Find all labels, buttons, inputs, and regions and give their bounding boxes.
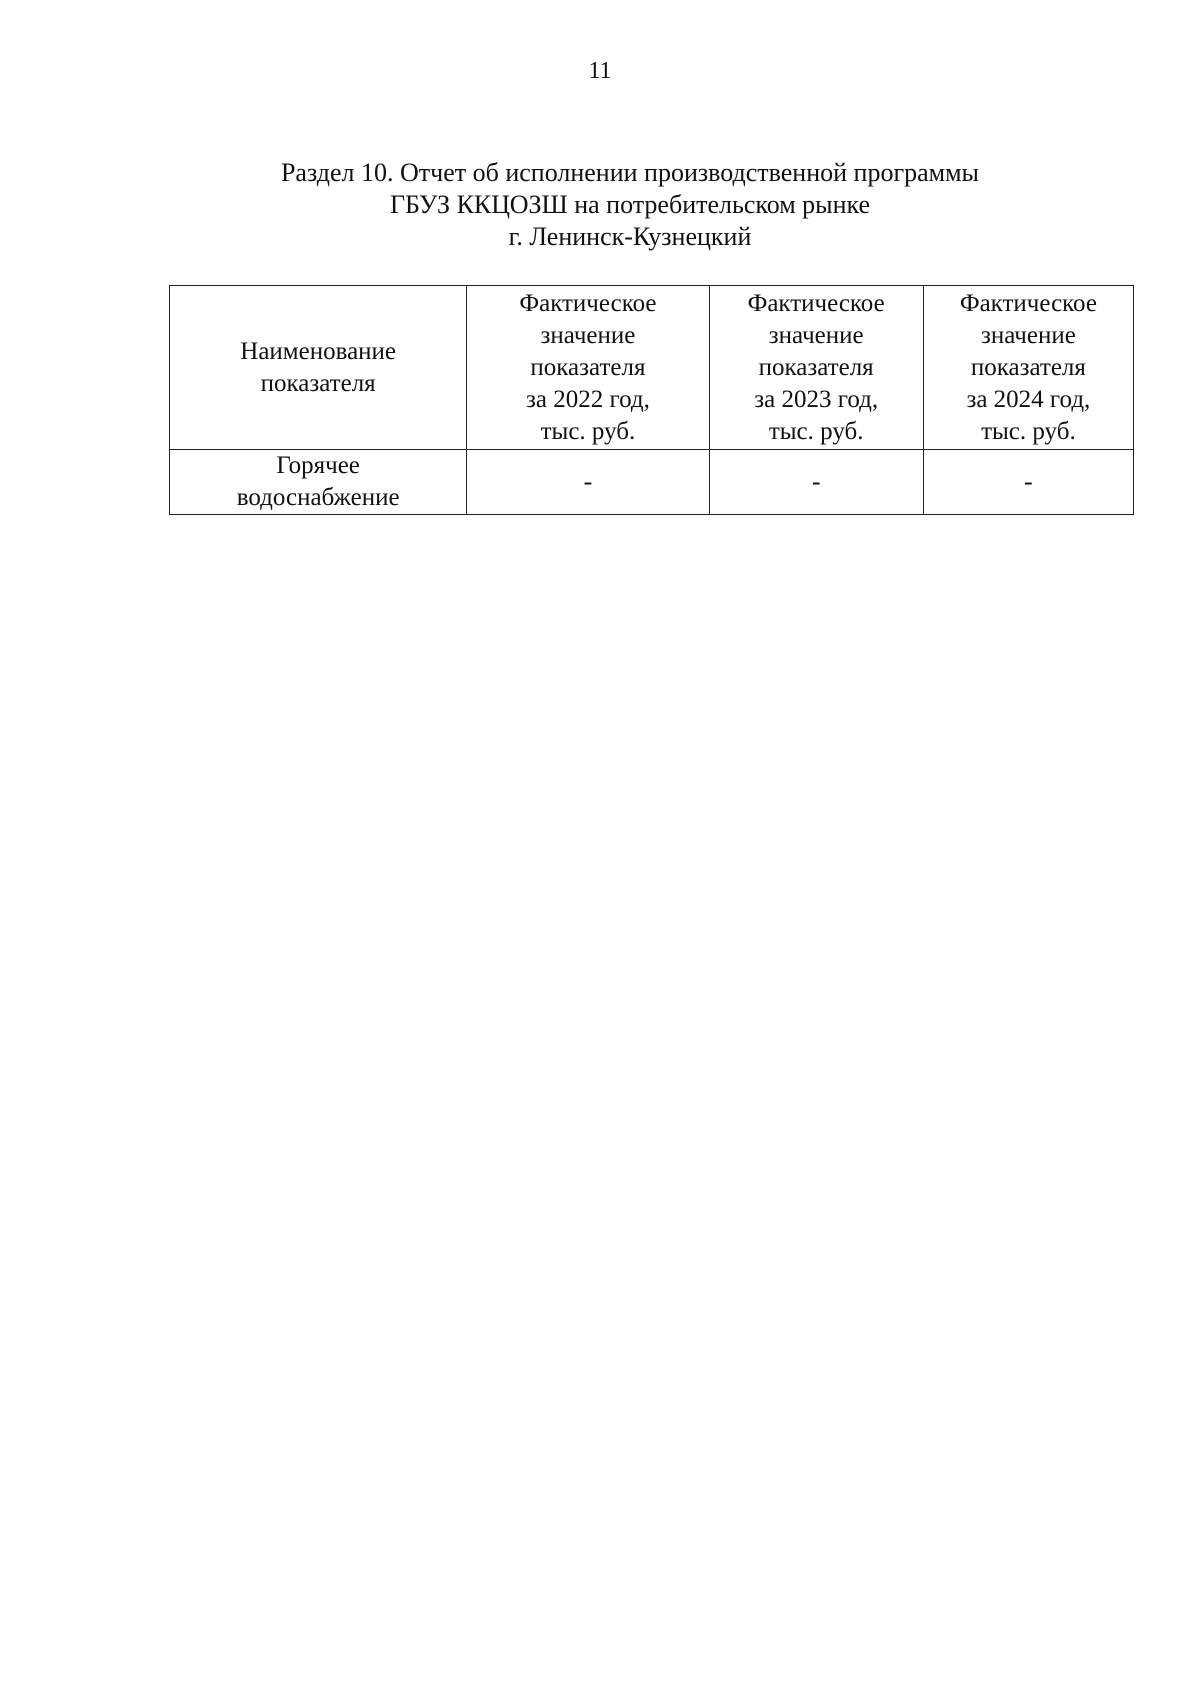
row-value-2024: - [923,450,1133,515]
page-number: 11 [588,58,612,84]
row-value-2022: - [467,450,709,515]
table-row [170,450,1134,515]
row-indicator-name: Горячее водоснабжение [170,450,467,515]
report-table [169,285,1134,515]
header-indicator-name: Наименование показателя [170,286,467,450]
heading-line-2: ГБУЗ ККЦОЗШ на потребительском рынке [389,190,871,219]
header-value-2022: Фактическое значение показателя за 2022 год, тыс. руб. [467,286,709,450]
heading-line-1: Раздел 10. Отчет об исполнении производственной программы [280,158,980,187]
header-value-2023: Фактическое значение показателя за 2023 год, тыс. руб. [709,286,923,450]
section-heading [130,157,1130,253]
header-value-2024: Фактическое значение показателя за 2024 год, тыс. руб. [923,286,1133,450]
row-value-2023: - [709,450,923,515]
table-header-row [170,286,1134,450]
heading-line-3: г. Ленинск-Кузнецкий [508,222,752,251]
